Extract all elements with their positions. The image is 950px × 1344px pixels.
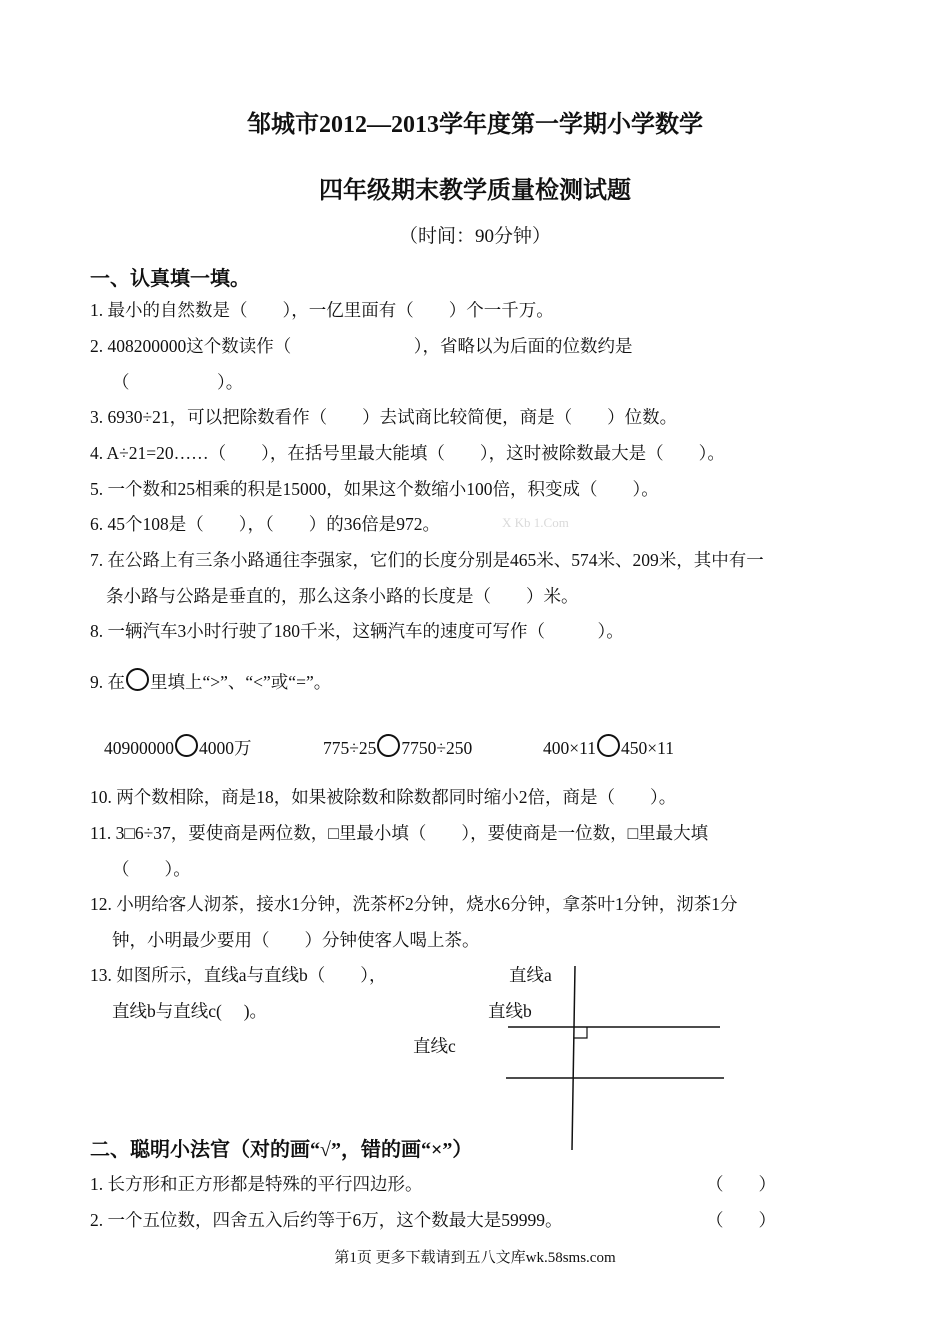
section1-heading: 一、认真填一填。	[90, 268, 250, 290]
question-5: 5. 一个数和25相乘的积是15000，如果这个数缩小100倍，积变成（ ）。	[90, 479, 659, 499]
compare-circle-blank[interactable]	[377, 734, 400, 757]
line-a	[572, 966, 575, 1150]
question-7-line1: 7. 在公路上有三条小路通往李强家，它们的长度分别是465米、574米、209米，其中有一	[90, 550, 764, 570]
judge-answer-1[interactable]: （ ）	[706, 1174, 776, 1194]
section2-heading: 二、聪明小法官（对的画“√”，错的画“×”）	[90, 1139, 473, 1161]
circle-icon	[126, 668, 149, 691]
judge-item-2: 2. 一个五位数，四舍五入后约等于6万，这个数最大是59999。	[90, 1210, 563, 1230]
label-line-b: 直线b	[488, 1001, 532, 1021]
question-7-line2: 条小路与公路是垂直的，那么这条小路的长度是（ ）米。	[106, 586, 579, 606]
compare-item-1	[104, 734, 252, 760]
compare-circle-blank[interactable]	[175, 734, 198, 757]
label-line-a: 直线a	[509, 965, 552, 985]
lines-diagram	[500, 960, 730, 1154]
page-title-line1: 邹城市2012—2013学年度第一学期小学数学	[247, 112, 703, 138]
question-4: 4. A÷21=20……（ ），在括号里最大能填（ ），这时被除数最大是（ ）。	[90, 443, 725, 463]
time-limit: （时间：90分钟）	[398, 226, 551, 247]
right-angle-mark	[574, 1027, 587, 1038]
label-line-c: 直线c	[413, 1036, 456, 1056]
compare-item-2	[323, 734, 472, 759]
question-12-line1: 12. 小明给客人沏茶，接水1分钟，洗茶杯2分钟，烧水6分钟，拿茶叶1分钟，沏茶1分	[90, 894, 738, 914]
compare-item-3	[543, 734, 674, 759]
judge-item-1: 1. 长方形和正方形都是特殊的平行四边形。	[90, 1174, 423, 1194]
question-13-line2: 直线b与直线c( )。	[112, 1001, 268, 1021]
question-11-line1: 11. 3□6÷37，要使商是两位数，□里最小填（ ），要使商是一位数，□里最大填	[90, 823, 709, 843]
question-12-line2: 钟，小明最少要用（ ）分钟使客人喝上茶。	[112, 930, 480, 950]
question-2-line1: 2. 408200000这个数读作（ ），省略以为后面的位数约是	[90, 336, 633, 356]
watermark: X Kb 1.Com	[502, 515, 569, 530]
question-9-suffix: 里填上“>”、“<”或“=”。	[150, 672, 332, 692]
question-9-prefix: 9. 在	[90, 672, 125, 692]
question-2-line2: （ ）。	[112, 372, 244, 392]
question-8: 8. 一辆汽车3小时行驶了180千米，这辆汽车的速度可写作（ ）。	[90, 621, 624, 641]
compare-right: 4000万	[199, 738, 252, 758]
page-footer: 第1页 更多下载请到五八文库wk.58sms.com	[334, 1250, 616, 1266]
question-10: 10. 两个数相除，商是18，如果被除数和除数都同时缩小2倍，商是（ ）。	[90, 787, 677, 807]
question-9	[90, 668, 331, 694]
compare-right: 450×11	[620, 738, 674, 758]
judge-answer-2[interactable]: （ ）	[706, 1210, 776, 1230]
question-13-line1: 13. 如图所示，直线a与直线b（ ），	[90, 965, 387, 985]
question-1: 1. 最小的自然数是（ ），一亿里面有（ ）个一千万。	[90, 300, 554, 320]
page-title-line2: 四年级期末教学质量检测试题	[319, 178, 631, 204]
compare-circle-blank[interactable]	[597, 734, 620, 757]
compare-left: 40900000	[104, 738, 174, 758]
question-6: 6. 45个108是（ ），（ ）的36倍是972。	[90, 514, 440, 534]
compare-right: 7750÷250	[401, 738, 473, 758]
compare-left: 775÷25	[323, 738, 377, 758]
compare-left: 400×11	[543, 738, 596, 758]
question-3: 3. 6930÷21，可以把除数看作（ ）去试商比较简便，商是（ ）位数。	[90, 407, 678, 427]
question-11-line2: （ ）。	[112, 859, 191, 879]
